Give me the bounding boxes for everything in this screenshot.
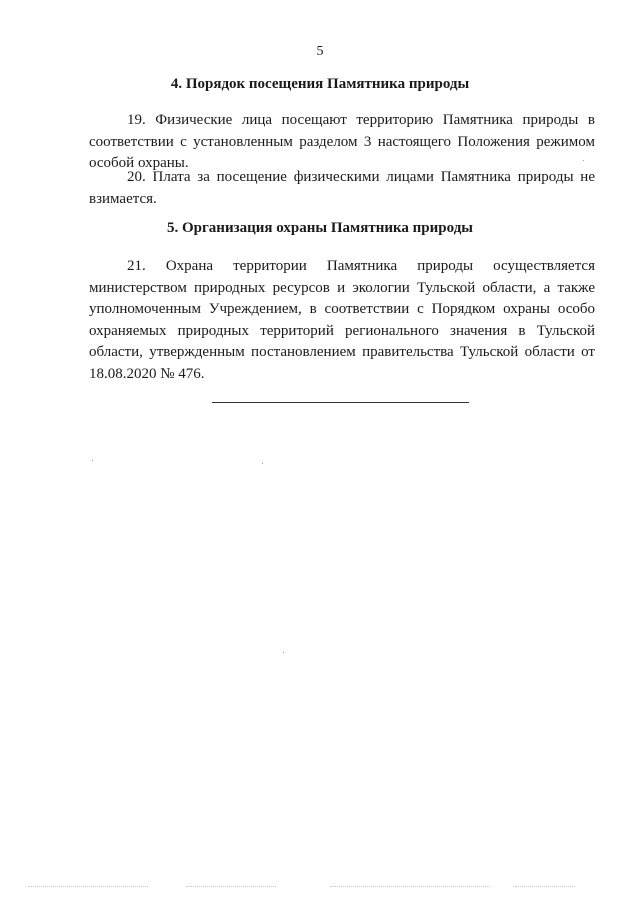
section-4-heading: 4. Порядок посещения Памятника природы xyxy=(170,76,470,92)
scan-speck xyxy=(283,652,284,653)
end-divider-line xyxy=(212,402,469,403)
paragraph-20: 20. Плата за посещение физическими лицами Памятника природы не взимается. xyxy=(89,169,595,207)
scan-noise xyxy=(186,886,276,888)
paragraph-21: 21. Охрана территории Памятника природы осуществляется министерством природных ресурсов и экологии Тульской области, а также уполномоченным Учреждением, в соответствии с Порядком охраны особо охраняемых природных территорий регионального значения в Тульской области, утвержденным постановлением правительства Тульской области от 18.08.2020 № 476. xyxy=(89,258,595,382)
scan-noise xyxy=(330,886,490,888)
scan-noise xyxy=(515,886,575,888)
scan-noise xyxy=(28,886,148,888)
page-number: 5 xyxy=(316,44,324,59)
section-5-heading: 5. Организация охраны Памятника природы xyxy=(166,220,473,236)
paragraph-19: 19. Физические лица посещают территорию Памятника природы в соответствии с установленным разделом 3 настоящего Положения режимом особой охраны. xyxy=(89,112,595,171)
scan-speck xyxy=(583,160,584,161)
scan-speck xyxy=(92,460,93,461)
scan-speck xyxy=(262,463,263,464)
